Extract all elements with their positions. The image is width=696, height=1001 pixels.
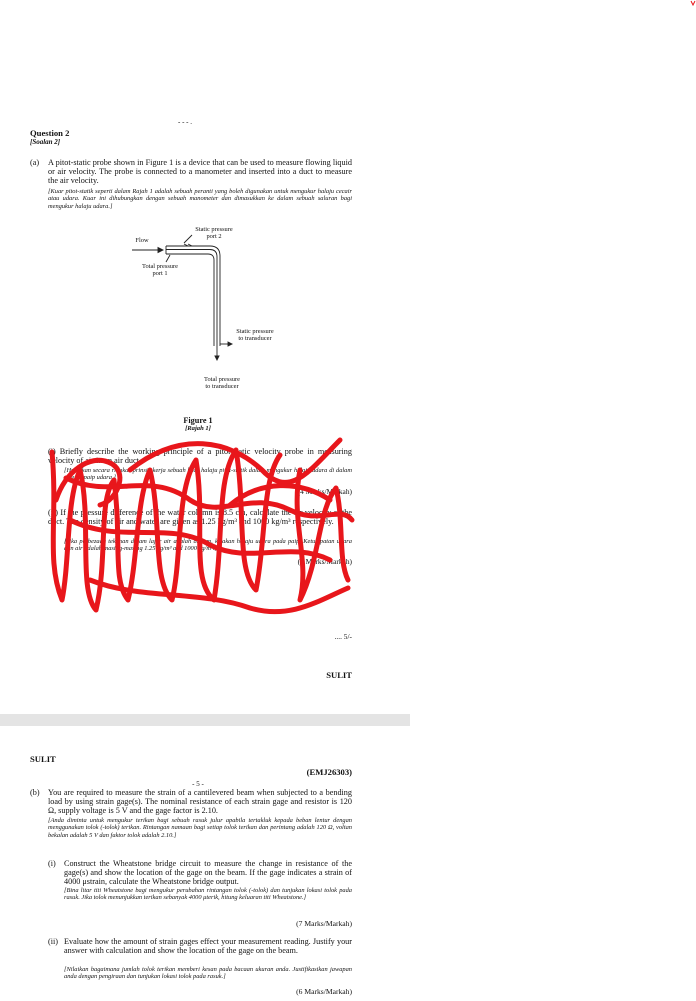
part-b-label: (b) bbox=[30, 788, 40, 797]
question-a-ii-marks: (4 Marks/Markah) bbox=[297, 557, 352, 566]
static-transducer-label: Static pressure to transducer bbox=[236, 328, 274, 342]
part-b-ii-text: Evaluate how the amount of strain gages effect your measurement reading. Justify your answer with calculation and show the location of the gage on the beam. bbox=[64, 937, 352, 956]
part-a-translation: [Kuar pitot-statik seperti dalam Rajah 1 adalah sebuah peranti yang boleh digunakan untuk mengukur halaju cecair atau udara. Kuar ini dihubungkan dengan sebuah manometer dan dimasukkan ke dalam sebuah saluran bagi mengukur halaju udara.] bbox=[48, 188, 352, 210]
exam-page-5 bbox=[0, 726, 410, 1001]
exam-page-4 bbox=[0, 0, 410, 714]
sulit-footer: SULIT bbox=[326, 670, 352, 680]
part-b-i-marks: (7 Marks/Markah) bbox=[296, 919, 352, 928]
red-scribble-annotation bbox=[0, 0, 410, 714]
page-number: - 5 - bbox=[192, 780, 204, 788]
corner-red-mark-icon bbox=[690, 0, 696, 6]
part-b-text: You are required to measure the strain of a cantilevered beam when subjected to a bending load by using strain gage(s). The nominal resistance of each strain gage and resistor is 120 Ω, supply voltage is 5 V and the gage factor is 2.10. bbox=[48, 788, 352, 816]
part-b-ii-marks: (6 Marks/Markah) bbox=[296, 987, 352, 996]
figure-caption: Figure 1 bbox=[183, 416, 213, 425]
course-code: (EMJ26303) bbox=[306, 767, 352, 777]
part-b-i-translation: [Bina litar titi Wheatstone bagi mengukur perubahan rintangan tolok (-tolok) dan tunjukan lokasi tolok pada rasuk. Jika tolok menunjukkan terikan sebanyak 4000 μterik, hitung keluaran titi Wheatstone.] bbox=[64, 887, 352, 902]
page-continue: .... 5/- bbox=[334, 632, 352, 641]
question-a-i-translation: [Huraikan secara ringkas prinsip kerja sebuah kuar halaju pitot-statik dalam mengukur halaju udara di dalam sebuah paip udara.] bbox=[64, 467, 352, 482]
part-b-ii-label: (ii) bbox=[48, 937, 59, 946]
part-b-i-text: Construct the Wheatstone bridge circuit to measure the change in resistance of the gage(s) and show the location of the gage on the beam. If the gage indicates a strain of 4000 μstrain, calculate the Wheatstone bridge output. bbox=[64, 859, 352, 887]
part-a-text: A pitot-static probe shown in Figure 1 is a device that can be used to measure flowing liquid or air velocity. The probe is connected to a manometer and inserted into a duct to measure the air velocity. bbox=[48, 158, 352, 186]
static-port-label: Static pressure port 2 bbox=[195, 226, 233, 240]
figure-caption-sub: [Rajah 1] bbox=[185, 425, 211, 432]
total-transducer-label: Total pressure to transducer bbox=[204, 376, 240, 390]
part-b-translation: [Anda diminta untuk mengukur terikan bagi sebuah rasuk julur apabila tertakluk kepada beban lentur dengan menggunakan tolok (-tolok) terikan. Rintangan namaan bagi setiap tolok terikan dan perintang adalah 120 Ω, voltan bekalan adalah 5 V dan faktor tolok adalah 2.10.] bbox=[48, 817, 352, 839]
part-a-label: (a) bbox=[30, 158, 40, 167]
total-port-label: Total pressure port 1 bbox=[142, 263, 178, 277]
question-a-ii-translation: [Jika perbezaan tekanan dalam lajur air adalah 8.5 cm, kirakan halaju udara pada paip. Ketumpatan udara dan air adalah masing-masing 1.25 kg/m³ and 1000 kg/m³.] bbox=[64, 538, 352, 553]
question-a-i-marks: (4 Marks/Markah) bbox=[297, 487, 352, 496]
question-subtitle: [Soalan 2] bbox=[30, 138, 61, 146]
part-b-ii-translation: [Nilaikan bagaimana jumlah tolok terikan memberi kesan pada bacaan ukuran anda. Justifikasikan jawapan anda dengan pengiraan dan tunjukan lokasi tolok pada rasuk.] bbox=[64, 966, 352, 981]
question-a-i: (i) Briefly describe the working principle of a pitot-static velocity probe in measuring velocity of air in an air duct. bbox=[48, 447, 352, 466]
question-a-ii: (ii) If the pressure difference of the water column is 8.5 cm, calculate the air velocity at the duct. The density of air and water are given as 1.25 kg/m³ and 1000 kg/m³ respectively. bbox=[48, 508, 352, 527]
sulit-header: SULIT bbox=[30, 754, 56, 764]
top-mark: - - - . bbox=[178, 118, 192, 126]
flow-label: Flow bbox=[135, 237, 149, 244]
part-b-i-label: (i) bbox=[48, 859, 56, 868]
question-title: Question 2 bbox=[30, 128, 70, 138]
page-gap bbox=[0, 714, 410, 726]
